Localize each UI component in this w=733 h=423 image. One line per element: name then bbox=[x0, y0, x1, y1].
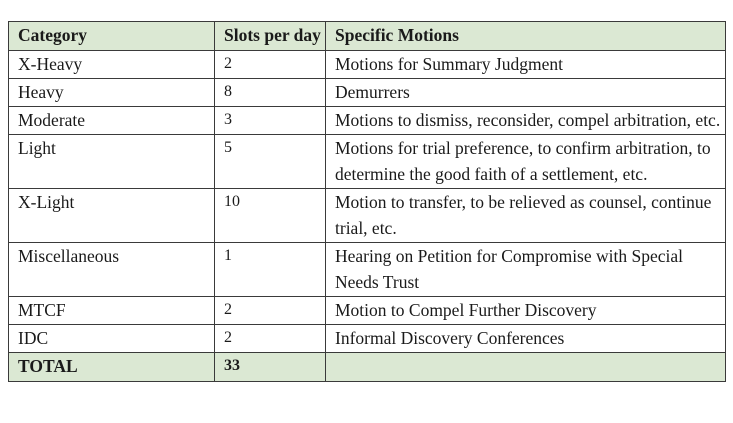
table-row bbox=[9, 243, 726, 297]
category-cell: MTCF bbox=[9, 297, 215, 325]
category-cell: X-Light bbox=[9, 189, 215, 243]
motions-cell: Demurrers bbox=[326, 79, 726, 107]
table-row bbox=[9, 189, 726, 243]
slots-cell: 8 bbox=[215, 79, 326, 107]
category-cell: X-Heavy bbox=[9, 51, 215, 79]
slots-cell: 2 bbox=[215, 325, 326, 353]
total-motions bbox=[326, 353, 726, 382]
table-row bbox=[9, 297, 726, 325]
category-cell: Moderate bbox=[9, 107, 215, 135]
category-cell: IDC bbox=[9, 325, 215, 353]
motion-slots-table bbox=[8, 21, 726, 382]
total-slots: 33 bbox=[215, 353, 326, 382]
table-row bbox=[9, 135, 726, 189]
header-slots-per-day: Slots per day bbox=[215, 22, 326, 51]
motions-cell: Motions to dismiss, reconsider, compel arbitration, etc. bbox=[326, 107, 726, 135]
motions-cell: Motions for trial preference, to confirm arbitration, to determine the good faith of a settlement, etc. bbox=[326, 135, 726, 189]
motions-cell: Motion to transfer, to be relieved as counsel, continue trial, etc. bbox=[326, 189, 726, 243]
category-cell: Heavy bbox=[9, 79, 215, 107]
header-specific-motions: Specific Motions bbox=[326, 22, 726, 51]
slots-cell: 1 bbox=[215, 243, 326, 297]
table-row bbox=[9, 107, 726, 135]
slots-cell: 10 bbox=[215, 189, 326, 243]
slots-cell: 2 bbox=[215, 297, 326, 325]
table-row bbox=[9, 51, 726, 79]
slots-cell: 2 bbox=[215, 51, 326, 79]
category-cell: Miscellaneous bbox=[9, 243, 215, 297]
motions-cell: Informal Discovery Conferences bbox=[326, 325, 726, 353]
table-row bbox=[9, 325, 726, 353]
motions-cell: Motion to Compel Further Discovery bbox=[326, 297, 726, 325]
category-cell: Light bbox=[9, 135, 215, 189]
slots-cell: 5 bbox=[215, 135, 326, 189]
table-header-row bbox=[9, 22, 726, 51]
motions-cell: Hearing on Petition for Compromise with Special Needs Trust bbox=[326, 243, 726, 297]
motions-cell: Motions for Summary Judgment bbox=[326, 51, 726, 79]
slots-cell: 3 bbox=[215, 107, 326, 135]
header-category: Category bbox=[9, 22, 215, 51]
total-row bbox=[9, 353, 726, 382]
table-row bbox=[9, 79, 726, 107]
total-label: TOTAL bbox=[9, 353, 215, 382]
